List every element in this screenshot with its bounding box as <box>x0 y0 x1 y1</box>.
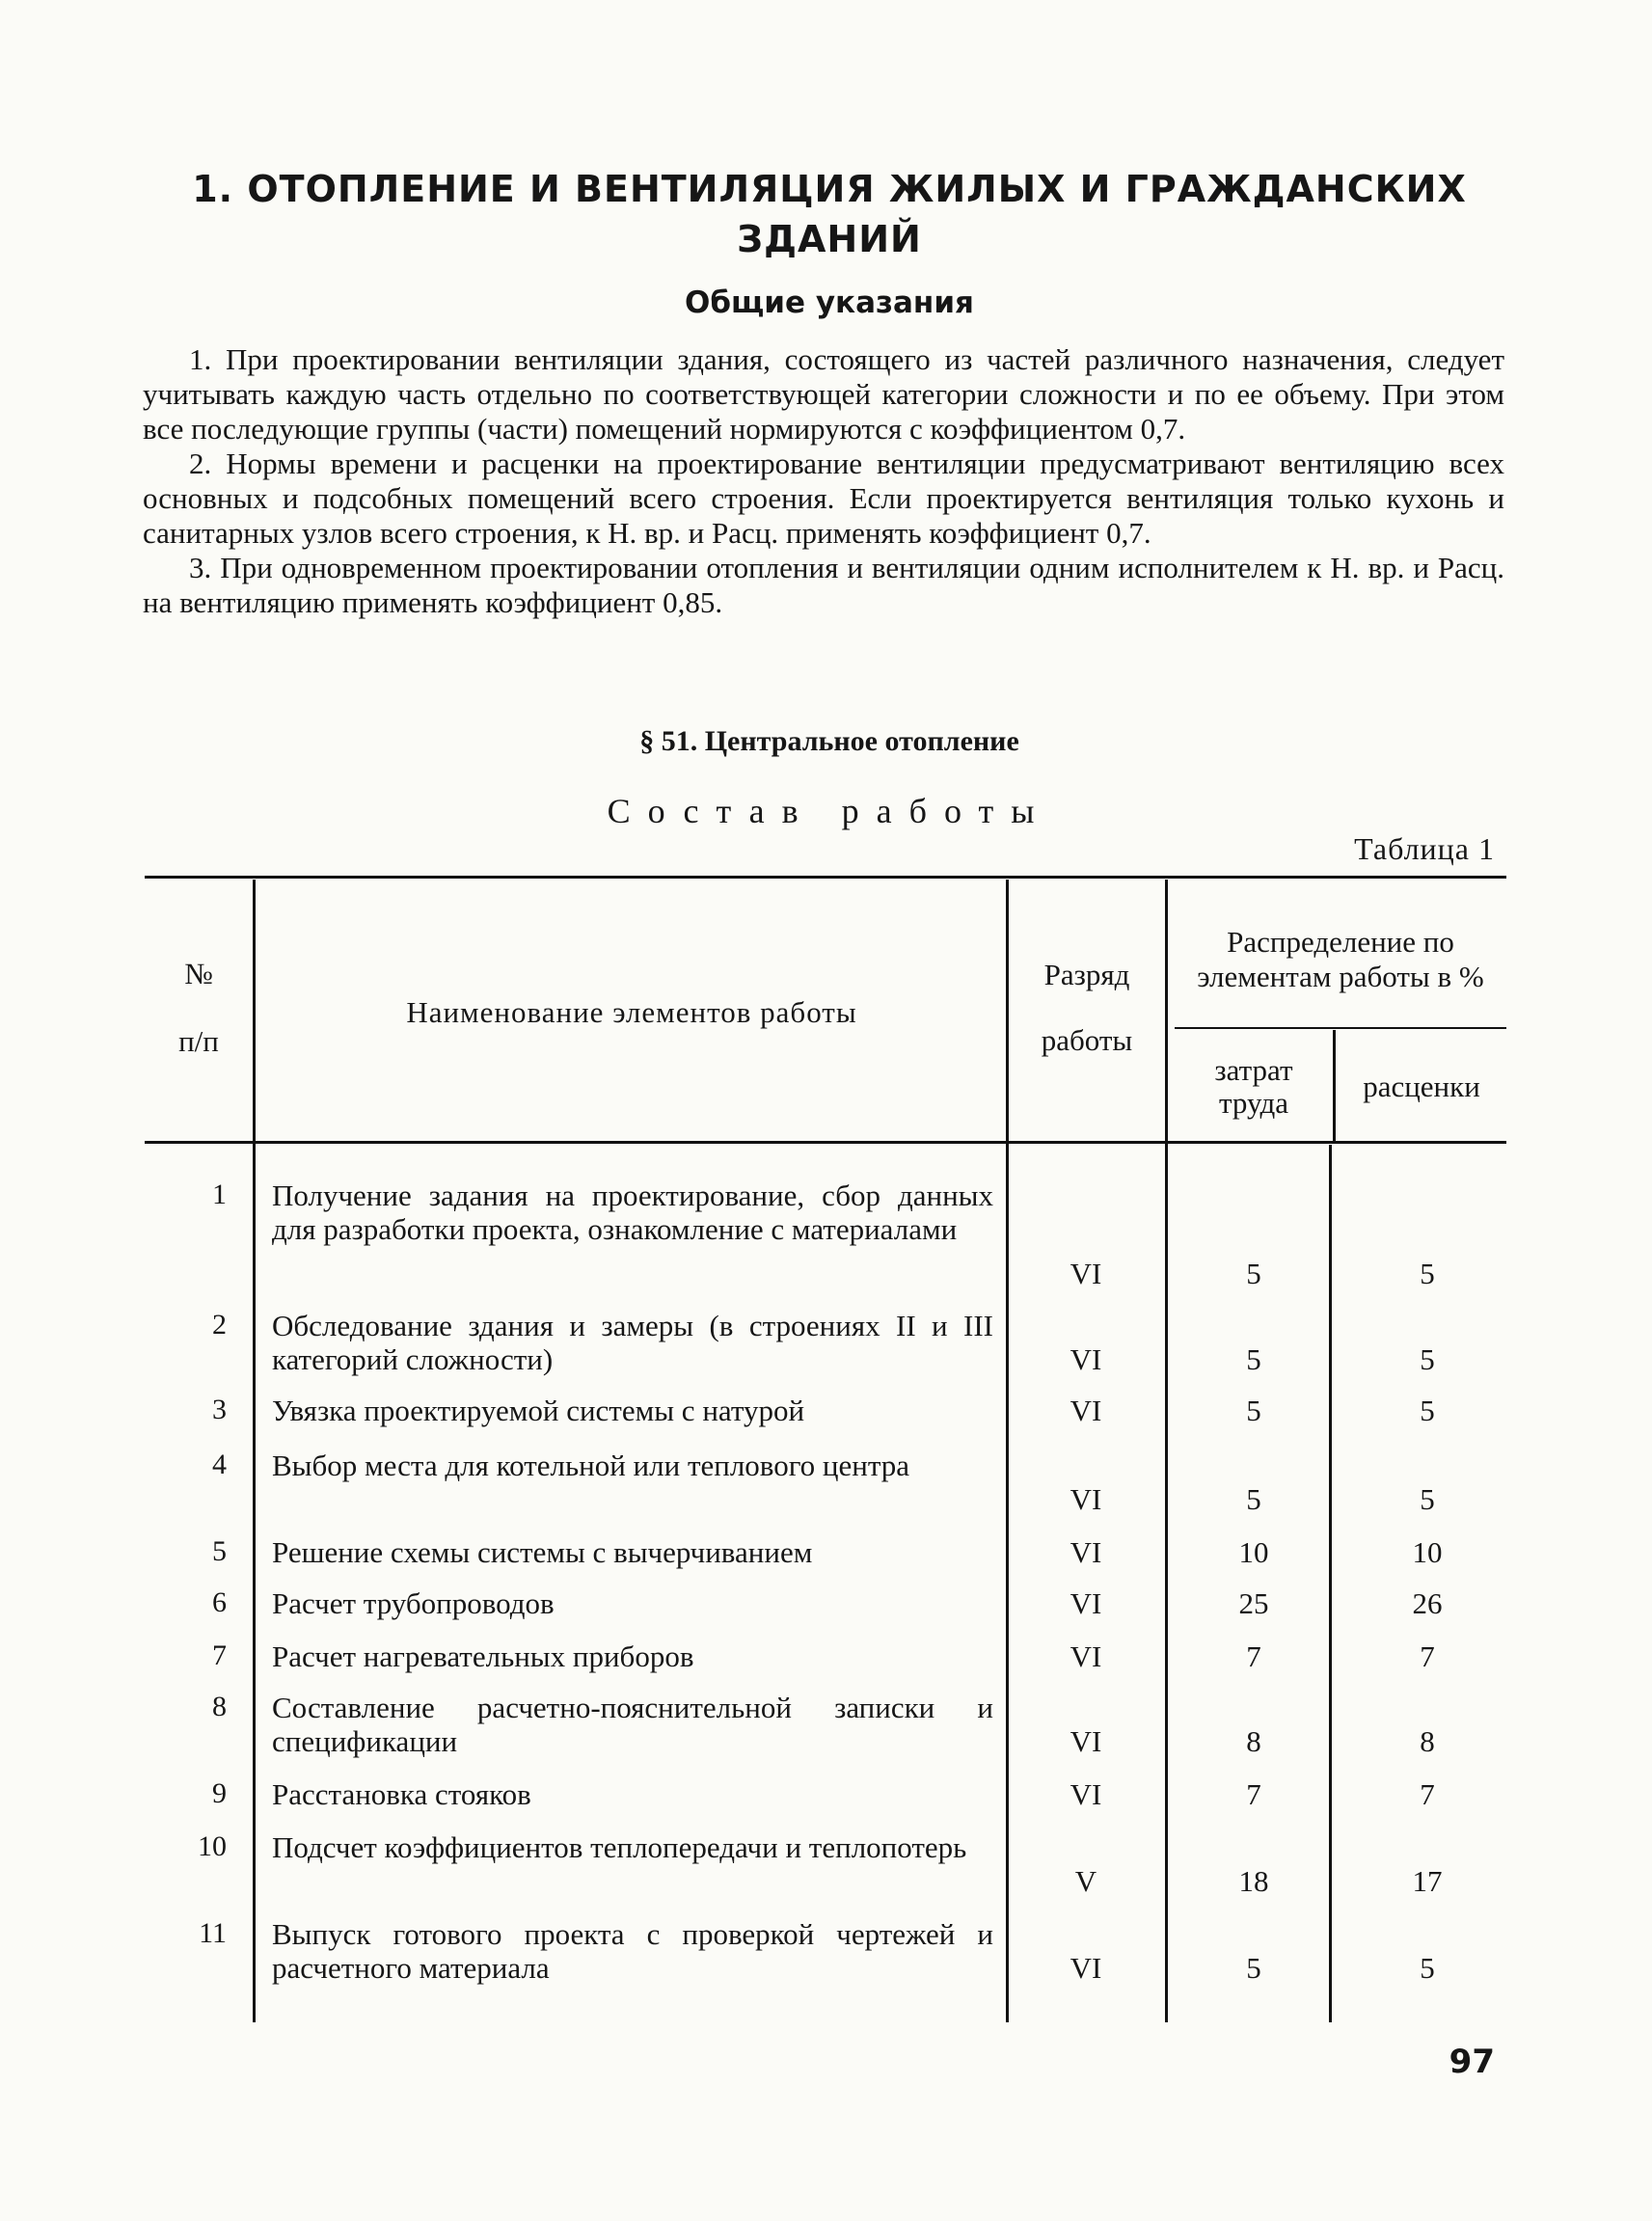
row-work-name: Подсчет коэффициентов теплопередачи и теплопотерь <box>272 1830 967 1864</box>
chapter-heading-line1: 1. ОТОПЛЕНИЕ И ВЕНТИЛЯЦИЯ ЖИЛЫХ И ГРАЖДАНСКИХ <box>192 168 1467 210</box>
header-grade-line2: работы <box>1041 1023 1133 1057</box>
row-number: 10 <box>198 1830 227 1862</box>
row-labor-share: 5 <box>1246 1951 1261 1985</box>
row-grade: VI <box>1070 1951 1102 1985</box>
row-work-name: Расчет трубопроводов <box>272 1586 555 1620</box>
row-grade: VI <box>1070 1482 1102 1516</box>
row-labor-share: 18 <box>1238 1864 1269 1898</box>
header-number-abbr: п/п <box>178 1024 219 1058</box>
header-number-sign: № <box>184 957 213 990</box>
row-number: 9 <box>212 1777 227 1809</box>
row-labor-share: 5 <box>1246 1482 1261 1516</box>
table-label: Таблица 1 <box>1354 831 1495 866</box>
general-instructions <box>143 342 1504 620</box>
header-grade-line1: Разряд <box>1043 958 1130 991</box>
row-labor-share: 5 <box>1246 1257 1261 1290</box>
header-bottom-rule <box>145 1141 1506 1144</box>
chapter-heading <box>145 164 1514 264</box>
row-grade: VI <box>1070 1535 1102 1569</box>
row-labor-share: 25 <box>1238 1586 1269 1620</box>
row-rate-share: 7 <box>1420 1777 1435 1811</box>
section-title: § 51. Центральное отопление <box>639 725 1019 757</box>
row-rate-share: 5 <box>1420 1482 1435 1516</box>
row-rate-share: 10 <box>1412 1535 1443 1569</box>
row-rate-share: 26 <box>1412 1586 1443 1620</box>
column-rule <box>1006 880 1009 2022</box>
header-labor: затрат труда <box>1214 1053 1293 1120</box>
instruction-paragraph: 2. Нормы времени и расценки на проектирование вентиляции предусматривают вентиляцию всех основных и подсобных помещений всего строения. Если проектируется вентиляция только кухонь и санитарных узлов всего строения, к Н. вр. и Расц. применять коэффициент 0,7. <box>143 447 1504 550</box>
row-grade: VI <box>1070 1639 1102 1673</box>
row-work-name: Решение схемы системы с вычерчиванием <box>272 1535 813 1569</box>
row-labor-share: 5 <box>1246 1394 1261 1427</box>
header-grade <box>1011 950 1163 1066</box>
row-grade: VI <box>1070 1257 1102 1290</box>
row-grade: VI <box>1070 1724 1102 1758</box>
column-rule <box>1333 1030 1336 1142</box>
column-rule <box>1329 1145 1332 2022</box>
row-work-name: Обследование здания и замеры (в строениях II и III категорий сложности) <box>272 1309 993 1376</box>
row-number: 3 <box>212 1394 227 1425</box>
row-labor-share: 8 <box>1246 1724 1261 1758</box>
row-work-name: Получение задания на проектирование, сбор данных для разработки проекта, ознакомление с материалами <box>272 1178 993 1246</box>
row-number: 7 <box>212 1639 227 1671</box>
row-number: 1 <box>212 1178 227 1210</box>
row-rate-share: 8 <box>1420 1724 1435 1758</box>
row-grade: V <box>1074 1864 1097 1898</box>
chapter-heading-line2: ЗДАНИЙ <box>737 218 922 260</box>
header-number <box>145 950 253 1066</box>
row-rate-share: 7 <box>1420 1639 1435 1673</box>
row-work-name: Расчет нагревательных приборов <box>272 1639 694 1673</box>
row-number: 2 <box>212 1309 227 1341</box>
page-number: 97 <box>1449 2043 1495 2081</box>
header-distribution: Распределение по элементам работы в % <box>1197 925 1484 993</box>
row-number: 11 <box>199 1917 227 1949</box>
row-labor-share: 5 <box>1246 1342 1261 1376</box>
header-rate: расценки <box>1363 1070 1480 1103</box>
instruction-paragraph: 1. При проектировании вентиляции здания, состоящего из частей различного назначения, следует учитывать каждую часть отдельно по соответствующей категории сложности и по ее объему. При этом все последующие группы (части) помещений нормируются с коэффициентом 0,7. <box>143 342 1504 446</box>
row-number: 8 <box>212 1691 227 1722</box>
column-rule <box>253 880 256 2022</box>
row-work-name: Расстановка стояков <box>272 1777 531 1811</box>
row-grade: VI <box>1070 1394 1102 1427</box>
composition-title: Состав работы <box>607 792 1052 830</box>
row-rate-share: 17 <box>1412 1864 1443 1898</box>
column-rule <box>1165 880 1168 2022</box>
row-number: 5 <box>212 1535 227 1567</box>
row-rate-share: 5 <box>1420 1394 1435 1427</box>
row-labor-share: 7 <box>1246 1639 1261 1673</box>
row-grade: VI <box>1070 1777 1102 1811</box>
row-rate-share: 5 <box>1420 1951 1435 1985</box>
table-top-rule <box>145 876 1506 879</box>
row-grade: VI <box>1070 1586 1102 1620</box>
row-labor-share: 10 <box>1238 1535 1269 1569</box>
general-instructions-heading: Общие указания <box>685 285 974 320</box>
header-work-name: Наименование элементов работы <box>406 995 857 1029</box>
row-rate-share: 5 <box>1420 1257 1435 1290</box>
row-work-name: Выпуск готового проекта с проверкой чертежей и расчетного материала <box>272 1917 993 1985</box>
row-number: 6 <box>212 1586 227 1618</box>
row-work-name: Выбор места для котельной или теплового центра <box>272 1449 910 1482</box>
instruction-paragraph: 3. При одновременном проектировании отопления и вентиляции одним исполнителем к Н. вр. и Расц. на вентиляцию применять коэффициент 0,85. <box>143 551 1504 619</box>
distribution-divider-rule <box>1175 1027 1506 1029</box>
row-rate-share: 5 <box>1420 1342 1435 1376</box>
row-number: 4 <box>212 1449 227 1480</box>
row-work-name: Увязка проектируемой системы с натурой <box>272 1394 805 1427</box>
row-work-name: Составление расчетно-пояснительной записки и спецификации <box>272 1691 993 1758</box>
row-labor-share: 7 <box>1246 1777 1261 1811</box>
row-grade: VI <box>1070 1342 1102 1376</box>
